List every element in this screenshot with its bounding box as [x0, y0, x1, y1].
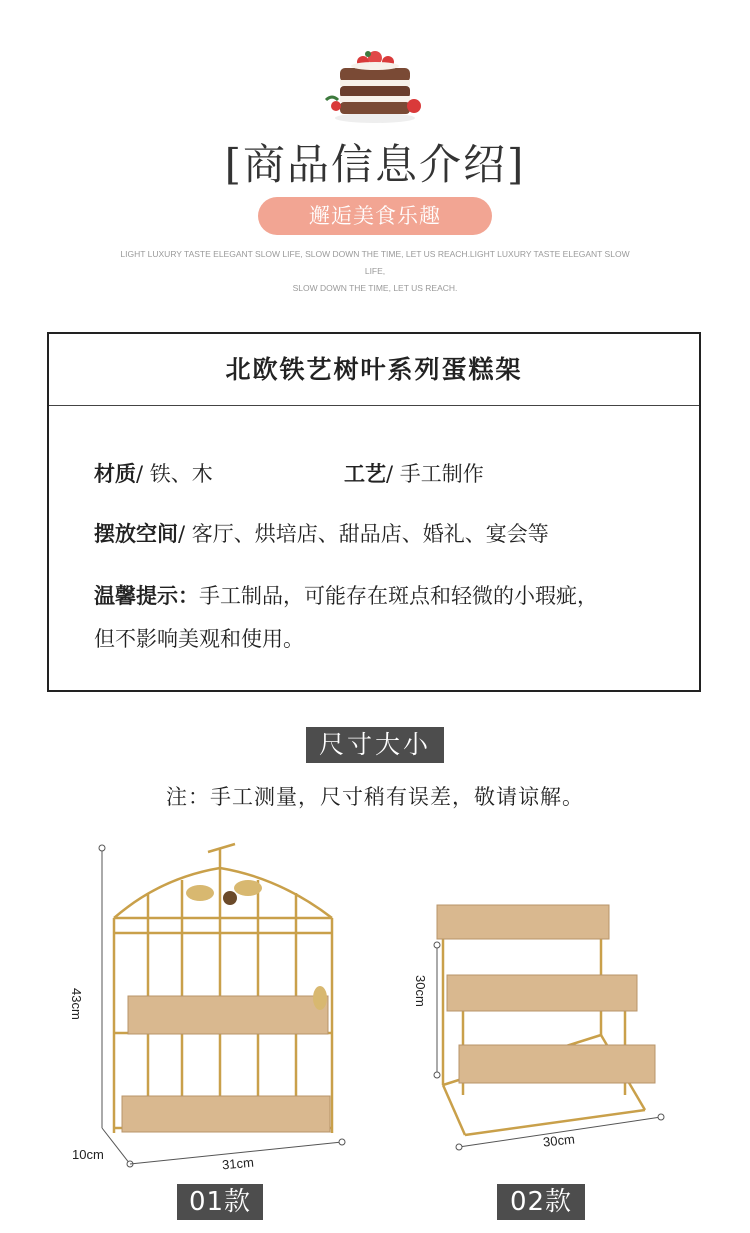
material-label: 材质 — [94, 462, 136, 486]
measure-note: 注：手工测量，尺寸稍有误差，敬请谅解。 — [166, 785, 584, 809]
craft-value: / 手工制作 — [386, 462, 484, 486]
material-row — [94, 458, 213, 488]
space-label: 摆放空间 — [94, 522, 178, 546]
tip-label: 温馨提示： — [94, 584, 199, 608]
tip-row-2: 但不影响美观和使用。 — [94, 627, 304, 651]
product-01-label: 01款 — [177, 1184, 263, 1220]
tip-row — [94, 580, 598, 610]
tagline-line-2: SLOW DOWN THE TIME, LET US REACH. — [292, 283, 458, 293]
product-01-image — [70, 838, 360, 1178]
divider — [49, 405, 699, 406]
tip-value: 手工制品，可能存在斑点和轻微的小瑕疵， — [199, 584, 598, 608]
product-02-image — [425, 895, 675, 1155]
product-name: 北欧铁艺树叶系列蛋糕架 — [225, 355, 523, 384]
material-value: / 铁、木 — [136, 462, 213, 486]
space-row — [94, 518, 549, 548]
product-02-label: 02款 — [497, 1184, 585, 1220]
craft-row — [344, 458, 484, 488]
product-info-box — [47, 332, 701, 692]
tagline-line-1: LIGHT LUXURY TASTE ELEGANT SLOW LIFE, SLOW DOWN THE TIME, LET US REACH.LIGHT LUXURY TASTE ELEGANT SLOW LIFE, — [120, 249, 630, 276]
product-02-height: 30cm — [413, 975, 428, 1007]
craft-label: 工艺 — [344, 462, 386, 486]
page-title: [商品信息介绍] — [224, 140, 526, 189]
cake-icon — [318, 40, 433, 125]
space-value: / 客厅、烘培店、甜品店、婚礼、宴会等 — [178, 522, 549, 546]
product-02-width: 30cm — [542, 1131, 576, 1150]
product-01-depth: 10cm — [72, 1147, 104, 1162]
product-01-width: 31cm — [221, 1154, 255, 1173]
tagline — [110, 246, 640, 297]
product-01-height: 43cm — [69, 988, 84, 1020]
subtitle-badge: 邂逅美食乐趣 — [258, 197, 492, 235]
size-title: 尺寸大小 — [306, 727, 444, 763]
